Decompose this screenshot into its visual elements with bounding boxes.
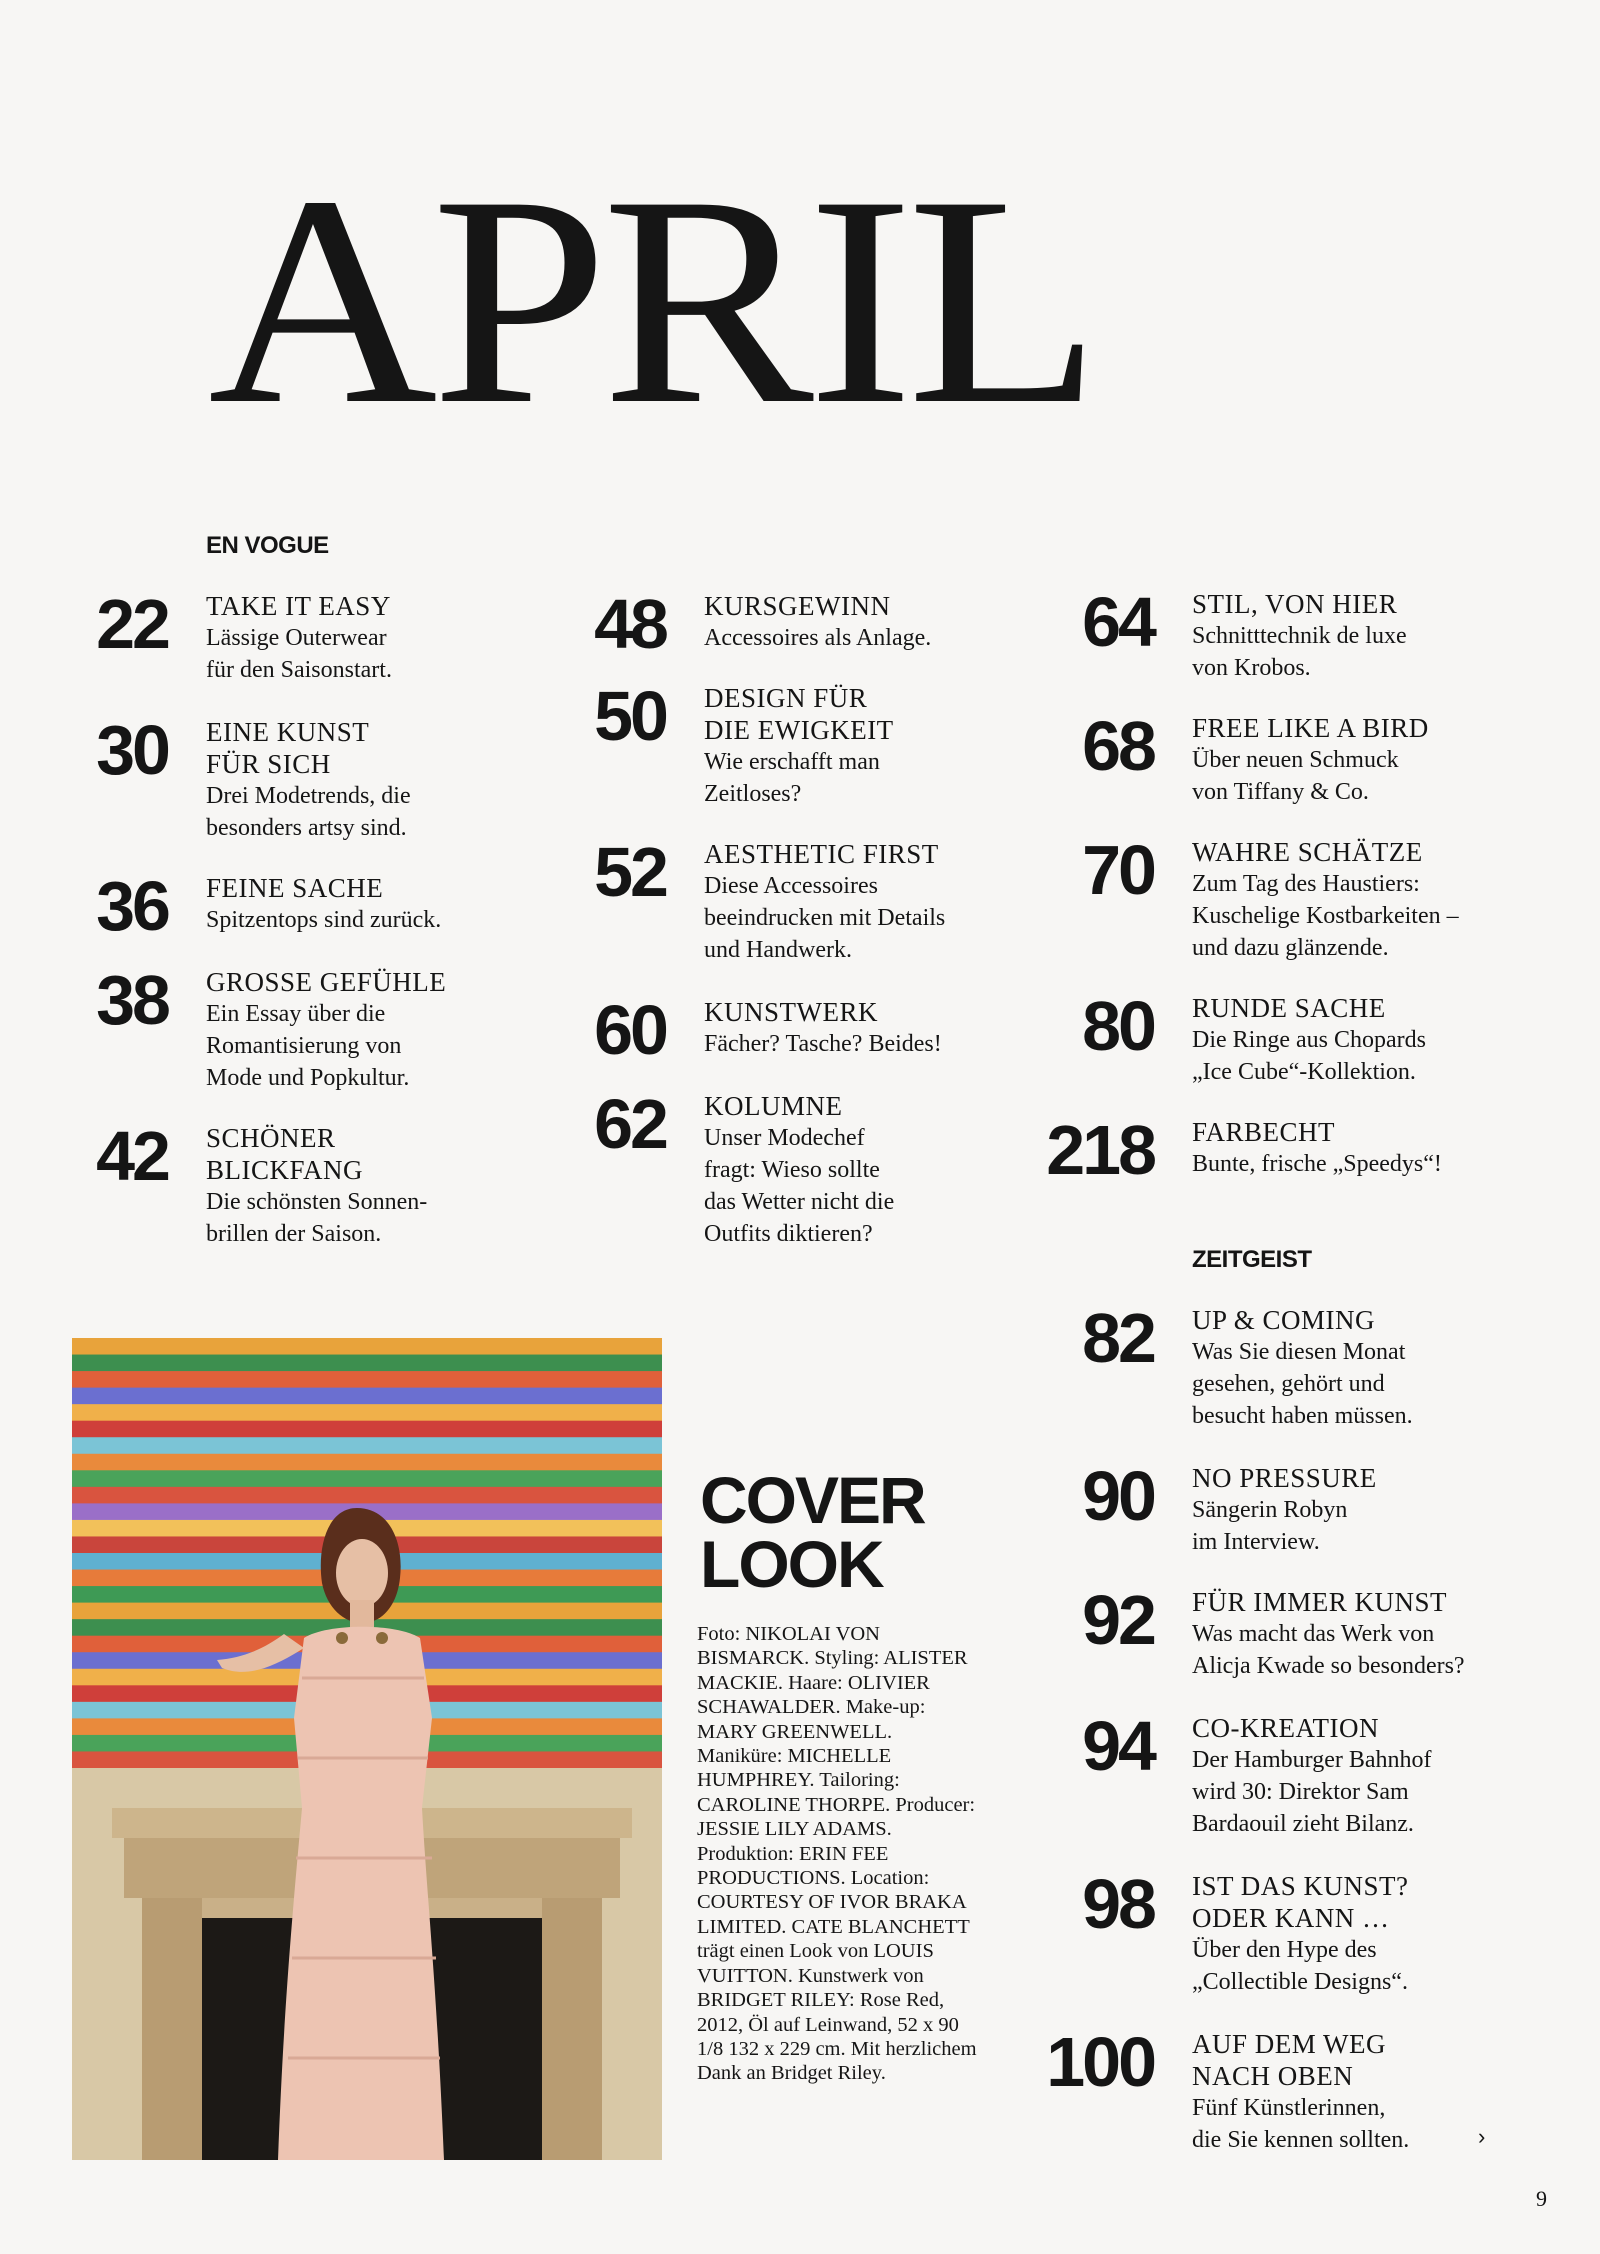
toc-entry[interactable] [1082, 1581, 1465, 1682]
toc-entry[interactable] [594, 677, 894, 810]
page-number: 218 [1046, 1111, 1154, 1189]
page-number: 80 [1082, 987, 1154, 1065]
entry-description: Zum Tag des Haustiers: Kuschelige Kostbarkeiten – und dazu glänzende. [1192, 871, 1459, 961]
toc-entry[interactable] [1082, 583, 1407, 684]
toc-entry[interactable] [1082, 1707, 1432, 1840]
page-number: 70 [1082, 831, 1154, 909]
entry-description: Ein Essay über die Romantisierung von Mode und Popkultur. [206, 1001, 410, 1091]
page-number: 38 [96, 961, 168, 1039]
entry-title: FÜR IMMER KUNST [1192, 1587, 1448, 1617]
entry-description: Wie erschafft man Zeitloses? [704, 749, 880, 807]
painting-stripe [72, 1470, 662, 1487]
page-number: 92 [1082, 1581, 1154, 1659]
toc-entry[interactable] [594, 991, 942, 1069]
painting-stripe [72, 1371, 662, 1388]
cover-photo-illustration [72, 1338, 662, 2160]
page-number: 100 [1046, 2023, 1154, 2101]
page-number: 50 [594, 677, 666, 755]
page-number: 48 [594, 585, 666, 663]
toc-entry[interactable] [1046, 1111, 1442, 1189]
page-number: 52 [594, 833, 666, 911]
entry-description: Schnitttechnik de luxe von Krobos. [1192, 623, 1407, 681]
page-number: 68 [1082, 707, 1154, 785]
page-number: 64 [1082, 583, 1154, 661]
entry-title: STIL, VON HIER [1192, 589, 1398, 619]
entry-title: WAHRE SCHÄTZE [1192, 837, 1423, 867]
entry-title: AUF DEM WEG NACH OBEN [1192, 2029, 1386, 2091]
page-number: 98 [1082, 1865, 1154, 1943]
entry-description: Der Hamburger Bahnhof wird 30: Direktor Sam Bardaouil zieht Bilanz. [1192, 1747, 1432, 1837]
entry-description: Unser Modechef fragt: Wieso sollte das Wetter nicht die Outfits diktieren? [704, 1125, 895, 1247]
entry-description: Diese Accessoires beeindrucken mit Details und Handwerk. [704, 873, 946, 963]
page-number: 30 [96, 711, 168, 789]
page-number: 36 [96, 867, 168, 945]
toc-entry[interactable] [1082, 1299, 1413, 1432]
toc-entry[interactable] [1082, 831, 1459, 964]
toc-entry[interactable] [1046, 2023, 1410, 2156]
entry-title: UP & COMING [1192, 1305, 1376, 1335]
page-number: 94 [1082, 1707, 1154, 1785]
entry-title: SCHÖNER BLICKFANG [206, 1123, 364, 1185]
entry-title: GROSSE GEFÜHLE [206, 967, 447, 997]
section-label-en-vogue: EN VOGUE [206, 532, 329, 559]
entry-description: Fächer? Tasche? Beides! [704, 1031, 942, 1057]
cover-look-heading: COVER LOOK [700, 1463, 925, 1601]
painting-stripe [72, 1487, 662, 1504]
chevron-right-icon: › [1478, 2124, 1486, 2149]
entry-title: RUNDE SACHE [1192, 993, 1386, 1023]
cover-photo [72, 1338, 662, 2160]
page-number: 22 [96, 585, 168, 663]
toc-entry[interactable] [1082, 1865, 1409, 1998]
entry-description: Spitzentops sind zurück. [206, 907, 442, 933]
entry-description: Fünf Künstlerinnen, die Sie kennen sollten. [1192, 2095, 1410, 2153]
entry-title: KUNSTWERK [704, 997, 878, 1027]
section-label-zeitgeist: ZEITGEIST [1192, 1246, 1312, 1273]
entry-title: IST DAS KUNST? ODER KANN … [1192, 1871, 1409, 1933]
entry-title: KOLUMNE [704, 1091, 843, 1121]
cover-credits: Foto: NIKOLAI VON BISMARCK. Styling: ALISTER MACKIE. Haare: OLIVIER SCHAWALDER. Make-up: MARY GREENWELL. Maniküre: MICHELLE HUMPHREY. Tailoring: CAROLINE THORPE. Producer: JESSIE LILY ADAMS. Produktion: ERIN FEE PRODUCTIONS. Location: COURTESY OF IVOR BRAKA LIMITED. CATE BLANCHETT trägt einen Look von LOUIS VUITTON. Kunstwerk von BRIDGET RILEY: Rose Red, 2012, Öl auf Leinwand, 52 x 90 1/8 132 x 229 cm. Mit herzlichem Dank an Bridget Riley. [697, 1623, 977, 2085]
toc-entry[interactable] [594, 1085, 895, 1250]
entry-description: Lässige Outerwear für den Saisonstart. [206, 625, 392, 683]
toc-entry[interactable] [594, 833, 946, 966]
entry-title: DESIGN FÜR DIE EWIGKEIT [704, 683, 894, 745]
entry-title: NO PRESSURE [1192, 1463, 1377, 1493]
toc-entry[interactable] [96, 961, 447, 1094]
toc-entry[interactable] [96, 711, 411, 844]
painting-stripe [72, 1338, 662, 1355]
page-number: 90 [1082, 1457, 1154, 1535]
toc-entry[interactable] [594, 585, 932, 663]
toc-entry[interactable] [96, 1117, 428, 1250]
entry-title: EINE KUNST FÜR SICH [206, 717, 370, 779]
entry-title: TAKE IT EASY [206, 591, 391, 621]
entry-description: Über neuen Schmuck von Tiffany & Co. [1192, 747, 1399, 805]
painting-stripe [72, 1404, 662, 1421]
entry-description: Was macht das Werk von Alicja Kwade so besonders? [1192, 1621, 1465, 1679]
masthead-title: APRIL [208, 134, 1095, 466]
page-number: 60 [594, 991, 666, 1069]
toc-entry[interactable] [1082, 707, 1429, 808]
entry-title: FREE LIKE A BIRD [1192, 713, 1429, 743]
page-number: 62 [594, 1085, 666, 1163]
painting-stripe [72, 1437, 662, 1454]
entry-title: FEINE SACHE [206, 873, 384, 903]
entry-title: KURSGEWINN [704, 591, 891, 621]
entry-description: Was Sie diesen Monat gesehen, gehört und besucht haben müssen. [1192, 1339, 1413, 1429]
entry-description: Drei Modetrends, die besonders artsy sind. [206, 783, 411, 841]
page-folio: 9 [1536, 2186, 1547, 2211]
entry-description: Über den Hype des „Collectible Designs“. [1192, 1937, 1408, 1995]
toc-entry[interactable] [96, 867, 442, 945]
toc-entry[interactable] [96, 585, 392, 686]
painting-stripe [72, 1454, 662, 1471]
entry-description: Accessoires als Anlage. [704, 625, 932, 651]
painting-stripe [72, 1388, 662, 1405]
page-number: 82 [1082, 1299, 1154, 1377]
entry-description: Die schönsten Sonnen- brillen der Saison. [206, 1189, 428, 1247]
entry-description: Sängerin Robyn im Interview. [1192, 1497, 1348, 1555]
entry-description: Bunte, frische „Speedys“! [1192, 1151, 1442, 1177]
painting-stripe [72, 1355, 662, 1372]
painting-stripe [72, 1421, 662, 1438]
toc-entry[interactable] [1082, 987, 1426, 1088]
entry-description: Die Ringe aus Chopards „Ice Cube“-Kollektion. [1192, 1027, 1426, 1085]
entry-title: AESTHETIC FIRST [704, 839, 939, 869]
entry-title: CO-KREATION [1192, 1713, 1379, 1743]
entry-title: FARBECHT [1192, 1117, 1336, 1147]
page-number: 42 [96, 1117, 168, 1195]
toc-entry[interactable] [1082, 1457, 1377, 1558]
